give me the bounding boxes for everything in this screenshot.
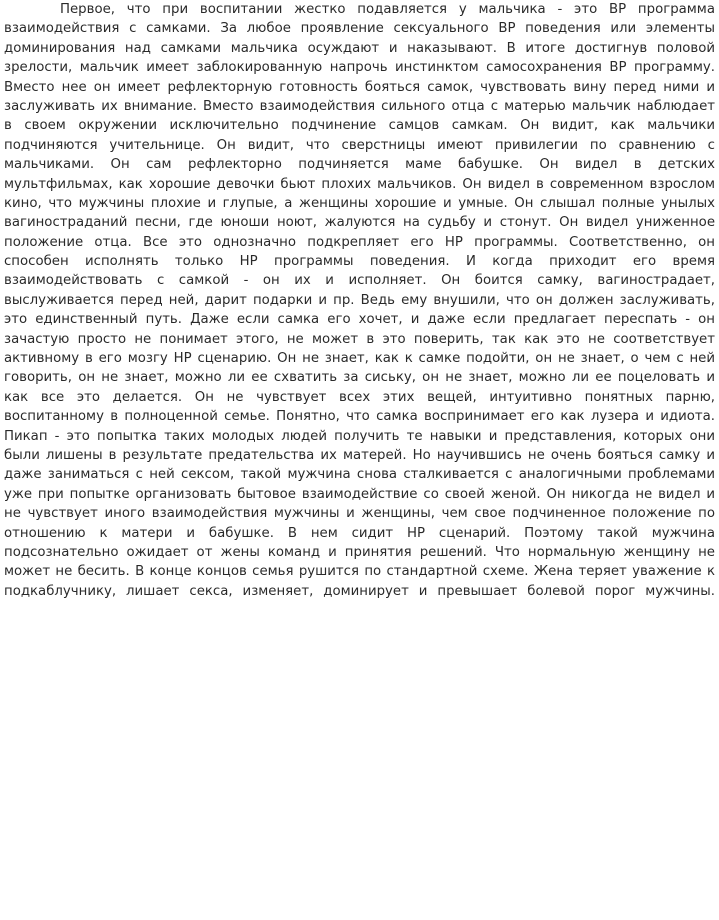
text-line: уже при попытке организовать бытовое взаимодействие со своей женой. Он никогда не видел и [4,486,715,502]
text-line: Вместо нее он имеет рефлекторную готовность бояться самок, чувствовать вину перед ними и [4,79,715,95]
text-line: активному в его мозгу НР сценарию. Он не знает, как к самке подойти, он не знает, о чем с ней [4,351,715,367]
text-line: подсознательно ожидает от жены команд и принятия решений. Что нормальную женщину не [4,544,715,560]
text-line: Пикап - это попытка таких молодых людей получить те навыки и представления, которых они [4,428,715,444]
text-line: воспитанному в полноценной семье. Понятно, что самка воспринимает его как лузера и идиота. [4,409,715,425]
text-line: были лишены в результате предательства их матерей. Но научившись не очень бояться самку и [4,447,715,463]
text-line: как все это делается. Он не чувствует всех этих вещей, интуитивно понятных парню, [4,389,715,405]
text-line: может не бесить. В конце концов семья рушится по стандартной схеме. Жена теряет уважение к [4,564,715,580]
text-line: Первое, что при воспитании жестко подавляется у мальчика - это ВР программа [60,2,715,17]
text-line: отношению к матери и бабушке. В нем сидит НР сценарий. Поэтому такой мужчина [4,525,715,541]
text-line: кино, что мужчины плохие и глупые, а женщины хорошие и умные. Он слышал полные унылых [4,195,715,211]
text-line: это единственный путь. Даже если самка его хочет, и даже если предлагает переспать - он [4,312,715,328]
text-line: выслуживается перед ней, дарит подарки и пр. Ведь ему внушили, что он должен заслуживать, [4,292,715,308]
text-line: доминирования над самками мальчика осуждают и наказывают. В итоге достигнув половой [4,40,715,56]
body-paragraph [4,0,715,601]
text-line: говорить, он не знает, можно ли ее схватить за сиську, он не знает, можно ли ее поцеловать и [4,370,715,386]
text-line: взаимодействовать с самкой - он их и исполняет. Он боится самку, вагинострадает, [4,273,715,289]
text-line: мультфильмах, как хорошие девочки бьют плохих мальчиков. Он видел в современном взрослом [4,176,715,192]
text-line: мальчиками. Он сам рефлекторно подчиняется маме бабушке. Он видел в детских [4,157,715,173]
text-line: вагиностраданий песни, где юноши ноют, жалуются на судьбу и стонут. Он видел униженное [4,215,715,231]
text-line: взаимодействия с самками. За любое проявление сексуального ВР поведения или элементы [4,21,715,37]
text-line: даже заниматься с ней сексом, такой мужчина снова сталкивается с аналогичными проблемами [4,467,715,483]
text-line: в своем окружении исключительно подчинение самцов самкам. Он видит, как мальчики [4,118,715,134]
text-line: подкаблучнику, лишает секса, изменяет, доминирует и превышает болевой порог мужчины. [4,583,715,599]
text-line: зачастую просто не понимает этого, не может в это поверить, так как это не соответствует [4,331,715,347]
text-line: положение отца. Все это однозначно подкрепляет его НР программы. Соответственно, он [4,234,715,250]
text-line: подчиняются учительнице. Он видит, что сверстницы имеют привилегии по сравнению с [4,137,715,153]
text-line: заслуживать их внимание. Вместо взаимодействия сильного отца с матерью мальчик наблюдает [4,98,715,114]
text-line: способен исполнять только НР программы поведения. И когда приходит его время [4,254,715,270]
text-line: не чувствует иного взаимодействия мужчины и женщины, чем свое подчиненное положение по [4,506,715,522]
text-line: зрелости, мальчик имеет заблокированную напрочь инстинктом самосохранения ВР программу. [4,60,715,76]
